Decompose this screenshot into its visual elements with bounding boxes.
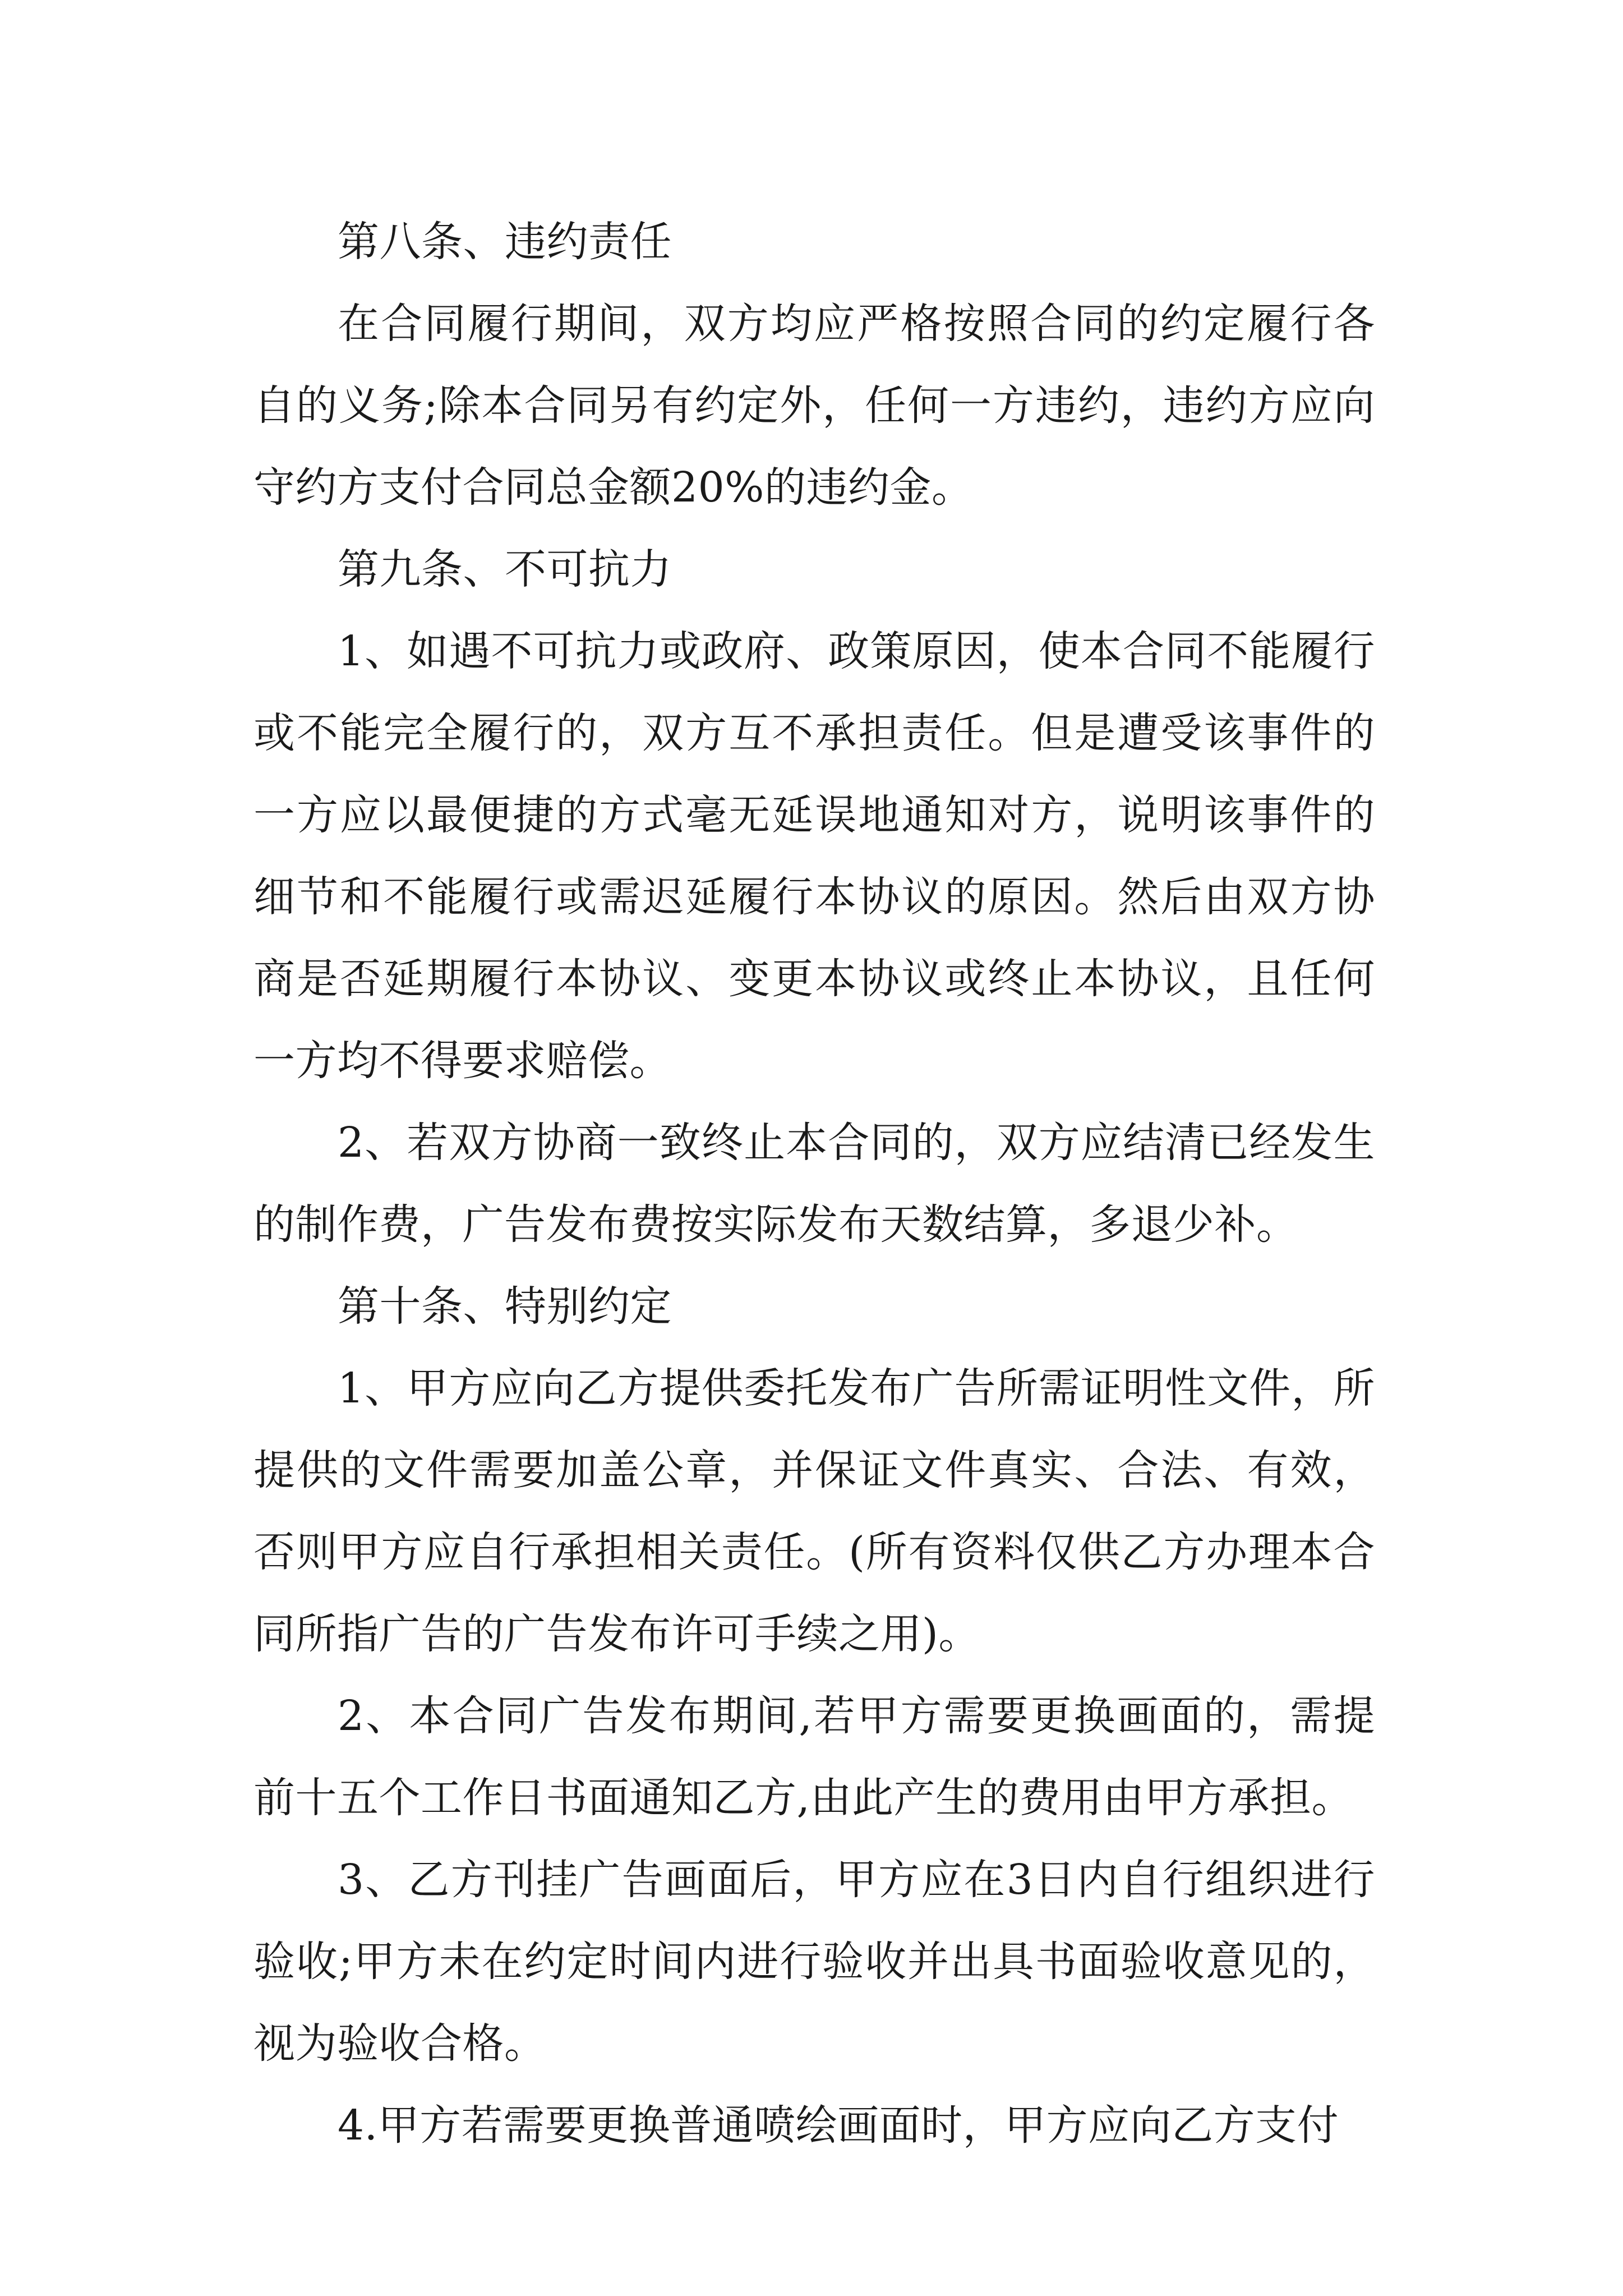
document-body (253, 201, 1375, 2166)
article-8-text: 在合同履行期间，双方均应严格按照合同的约定履行各自的义务;除本合同另有约定外，任何一方违约，违约方应向守约方支付合同总金额20%的违约金。 (253, 300, 1375, 512)
article-10-clause-4: 4.甲方若需要更换普通喷绘画面时，甲方应向乙方支付 (338, 2101, 1339, 2150)
article-9-heading: 第九条、不可抗力 (338, 545, 672, 593)
article-10-clause-1: 1、甲方应向乙方提供委托发布广告所需证明性文件，所提供的文件需要加盖公章，并保证文件真实、合法、有效，否则甲方应自行承担相关责任。(所有资料仅供乙方办理本合同所指广告的广告发布许可手续之用)。 (253, 1364, 1375, 1658)
article-9-clause-1: 1、如遇不可抗力或政府、政策原因，使本合同不能履行或不能完全履行的，双方互不承担责任。但是遭受该事件的一方应以最便捷的方式毫无延误地通知对方，说明该事件的细节和不能履行或需迟延履行本协议的原因。然后由双方协商是否延期履行本协议、变更本协议或终止本协议，且任何一方均不得要求赔偿。 (253, 627, 1375, 1085)
article-8-heading: 第八条、违约责任 (338, 218, 672, 266)
article-10-clause-2: 2、本合同广告发布期间,若甲方需要更换画面的，需提前十五个工作日书面通知乙方,由此产生的费用由甲方承担。 (253, 1692, 1375, 1822)
article-9-clause-2: 2、若双方协商一致终止本合同的，双方应结清已经发生的制作费，广告发布费按实际发布天数结算，多退少补。 (253, 1119, 1375, 1249)
article-10-heading: 第十条、特别约定 (338, 1282, 672, 1331)
article-10-clause-3: 3、乙方刊挂广告画面后，甲方应在3日内自行组织进行验收;甲方未在约定时间内进行验收并出具书面验收意见的，视为验收合格。 (253, 1856, 1375, 2068)
